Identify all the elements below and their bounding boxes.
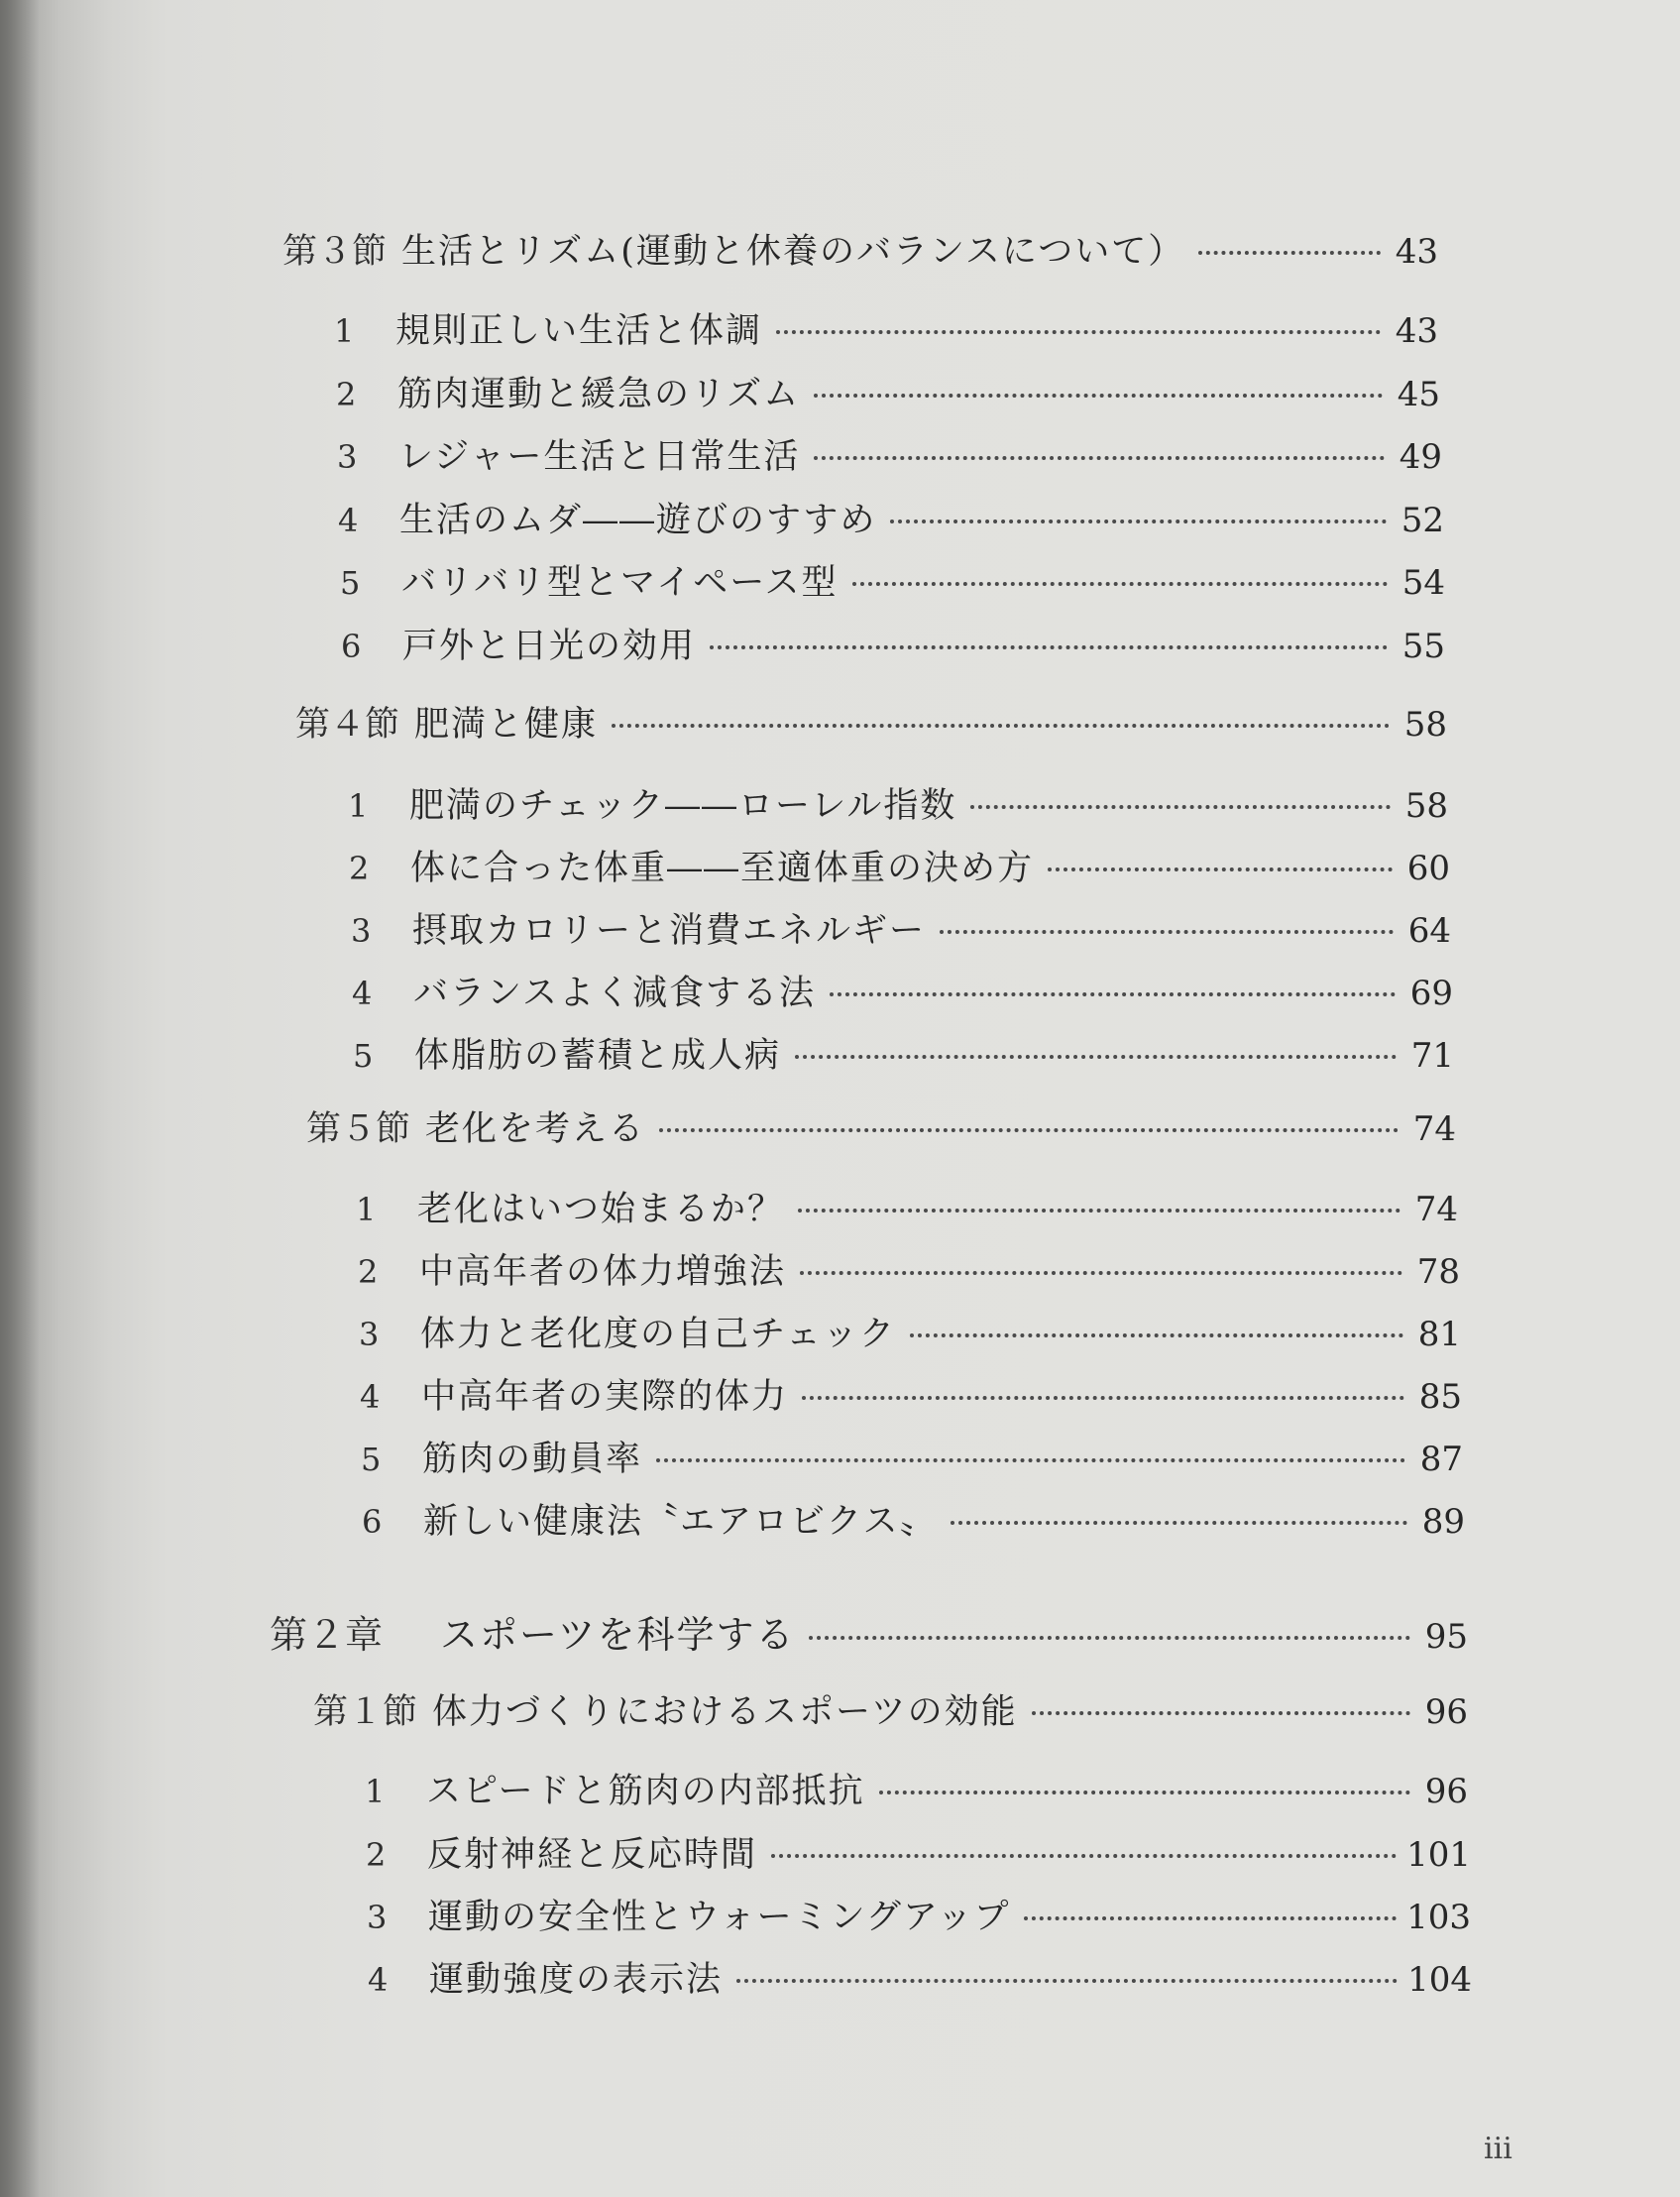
dotted-leader [612, 724, 1390, 728]
toc-item [362, 1494, 1465, 1544]
toc-entry-page: 55 [1401, 627, 1445, 666]
toc-entry-title: 老化を考える [425, 1109, 646, 1149]
toc-entry-number: 2 [349, 850, 370, 887]
toc-entry-page: 81 [1417, 1315, 1461, 1354]
toc-item [365, 1764, 1468, 1813]
toc-entry-title: バリバリ型とマイペース型 [401, 563, 839, 603]
toc-entry-page: 89 [1421, 1502, 1465, 1542]
toc-entry-title: 中高年者の体力増強法 [419, 1252, 787, 1292]
toc-item [353, 1028, 1454, 1078]
toc-entry-number: 6 [362, 1503, 383, 1541]
toc-entry-title: スピードと筋肉の内部抵抗 [426, 1772, 865, 1811]
toc-entry-page: 78 [1416, 1252, 1460, 1292]
dotted-leader [795, 1055, 1397, 1059]
toc-item [348, 778, 1448, 828]
dotted-leader [1198, 251, 1381, 255]
toc-entry-number: 第１節 [313, 1692, 418, 1732]
toc-section-heading [306, 1101, 1456, 1151]
toc-entry-page: 69 [1409, 974, 1453, 1013]
toc-entry-number: 第３節 [282, 232, 388, 272]
toc-entry-number: 6 [341, 628, 362, 665]
toc-entry-title: スポーツを科学する [440, 1613, 796, 1657]
toc-item [341, 619, 1445, 668]
dotted-leader [802, 1396, 1404, 1400]
dotted-leader [736, 1979, 1398, 1983]
toc-entry-page: 85 [1418, 1377, 1462, 1417]
toc-item [361, 1432, 1463, 1481]
toc-entry-title: 摂取カロリーと消費エネルギー [412, 911, 927, 951]
toc-item [349, 841, 1450, 890]
toc-entry-number: 第５節 [306, 1109, 411, 1149]
dotted-leader [659, 1128, 1399, 1132]
toc-item [352, 966, 1453, 1015]
toc-entry-title: 筋肉の動員率 [422, 1440, 643, 1479]
dotted-leader [830, 992, 1396, 996]
toc-entry-page: 87 [1419, 1440, 1463, 1479]
toc-entry-number: 2 [336, 376, 357, 413]
dotted-leader [814, 394, 1383, 398]
toc-entry-title: 新しい健康法〝エアロビクス〟 [423, 1502, 937, 1542]
toc-entry-page: 103 [1406, 1898, 1471, 1937]
dotted-leader [809, 1636, 1410, 1640]
toc-entry-title: 生活とリズム(運動と休養のバランスについて） [401, 232, 1185, 272]
toc-item [367, 1890, 1471, 1939]
dotted-leader [940, 930, 1394, 934]
toc-entry-number: 2 [358, 1253, 379, 1291]
toc-item [336, 367, 1440, 416]
toc-entry-number: 3 [359, 1316, 380, 1353]
toc-chapter-heading [270, 1604, 1468, 1659]
page-folio: iii [1484, 2132, 1512, 2166]
toc-entry-title: 生活のムダ――遊びのすすめ [399, 501, 877, 540]
toc-entry-number: 5 [361, 1441, 382, 1478]
toc-entry-number: 4 [338, 502, 359, 539]
dotted-leader [852, 582, 1388, 586]
toc-section-heading [313, 1684, 1468, 1734]
dotted-leader [951, 1521, 1407, 1525]
dotted-leader [771, 1854, 1397, 1858]
dotted-leader [879, 1791, 1410, 1794]
toc-entry-title: 肥満のチェック――ローレル指数 [409, 786, 957, 826]
toc-entry-page: 45 [1397, 375, 1440, 414]
dotted-leader [1048, 867, 1393, 871]
toc-entry-number: 4 [368, 1961, 389, 1999]
toc-section-heading [295, 697, 1447, 747]
toc-entry-page: 74 [1414, 1190, 1458, 1229]
toc-item [360, 1369, 1462, 1419]
toc-entry-title: 運動強度の表示法 [429, 1960, 724, 2000]
dotted-leader [776, 330, 1381, 334]
toc-entry-title: 体に合った体重――至適体重の決め方 [410, 849, 1035, 888]
toc-entry-title: 規則正しい生活と体調 [395, 311, 763, 351]
toc-entry-number: 5 [340, 564, 361, 602]
toc-entry-number: 1 [348, 787, 369, 825]
toc-entry-page: 49 [1399, 437, 1442, 477]
toc-entry-page: 104 [1407, 1960, 1472, 2000]
toc-item [340, 555, 1445, 605]
toc-item [368, 1952, 1472, 2002]
toc-entry-title: 反射神経と反応時間 [427, 1835, 758, 1875]
toc-item [338, 493, 1444, 542]
toc-entry-title: 筋肉運動と緩急のリズム [397, 375, 801, 414]
toc-entry-page: 58 [1403, 705, 1447, 745]
dotted-leader [1032, 1711, 1410, 1715]
dotted-leader [910, 1333, 1403, 1337]
toc-entry-number: 3 [367, 1899, 388, 1936]
toc-entry-title: 中高年者の実際的体力 [421, 1377, 789, 1417]
dotted-leader [1024, 1916, 1397, 1920]
toc-entry-number: 1 [334, 312, 355, 350]
toc-section-heading [282, 224, 1438, 274]
dotted-leader [970, 805, 1391, 809]
toc-item [351, 903, 1451, 953]
toc-entry-page: 74 [1412, 1109, 1456, 1149]
toc-entry-number: 2 [366, 1836, 387, 1874]
toc-entry-page: 54 [1401, 563, 1445, 603]
toc-entry-page: 96 [1424, 1772, 1468, 1811]
toc-entry-number: 3 [351, 912, 372, 950]
dotted-leader [890, 520, 1387, 523]
toc-item [356, 1182, 1458, 1231]
toc-entry-page: 58 [1404, 786, 1448, 826]
toc-entry-page: 43 [1395, 311, 1438, 351]
toc-entry-page: 101 [1406, 1835, 1471, 1875]
toc-entry-title: 体力と老化度の自己チェック [420, 1315, 896, 1354]
toc-entry-title: バランスよく減食する法 [413, 974, 816, 1013]
toc-item [334, 303, 1438, 353]
toc-entry-number: 4 [352, 975, 373, 1012]
toc-entry-page: 60 [1406, 849, 1450, 888]
dotted-leader [656, 1458, 1405, 1462]
toc-entry-number: 1 [365, 1773, 386, 1810]
dotted-leader [710, 645, 1388, 649]
dotted-leader [800, 1271, 1402, 1275]
toc-item [358, 1244, 1460, 1294]
toc-entry-title: 体脂肪の蓄積と成人病 [414, 1036, 782, 1076]
toc-entry-number: 第２章 [270, 1613, 384, 1657]
toc-item [366, 1827, 1471, 1877]
toc-entry-number: 第４節 [295, 705, 400, 745]
toc-item [359, 1307, 1461, 1356]
toc-entry-number: 3 [337, 438, 358, 476]
toc-entry-title: レジャー生活と日常生活 [398, 437, 801, 477]
toc-entry-number: 1 [356, 1191, 377, 1228]
dotted-leader [814, 456, 1385, 460]
toc-item [337, 429, 1442, 479]
toc-entry-page: 64 [1407, 911, 1451, 951]
toc-entry-number: 5 [353, 1037, 374, 1075]
toc-entry-page: 52 [1400, 501, 1444, 540]
toc-entry-title: 戸外と日光の効用 [402, 627, 697, 666]
dotted-leader [798, 1209, 1400, 1213]
toc-entry-number: 4 [360, 1378, 381, 1416]
toc-entry-page: 95 [1424, 1617, 1468, 1657]
toc-entry-title: 体力づくりにおけるスポーツの効能 [432, 1692, 1018, 1732]
toc-entry-title: 肥満と健康 [414, 705, 599, 745]
toc-entry-page: 43 [1395, 232, 1438, 272]
toc-entry-title: 老化はいつ始まるか？ [417, 1190, 785, 1229]
toc-entry-page: 96 [1424, 1692, 1468, 1732]
toc-entry-page: 71 [1410, 1036, 1454, 1076]
toc-entry-title: 運動の安全性とウォーミングアップ [428, 1898, 1011, 1937]
